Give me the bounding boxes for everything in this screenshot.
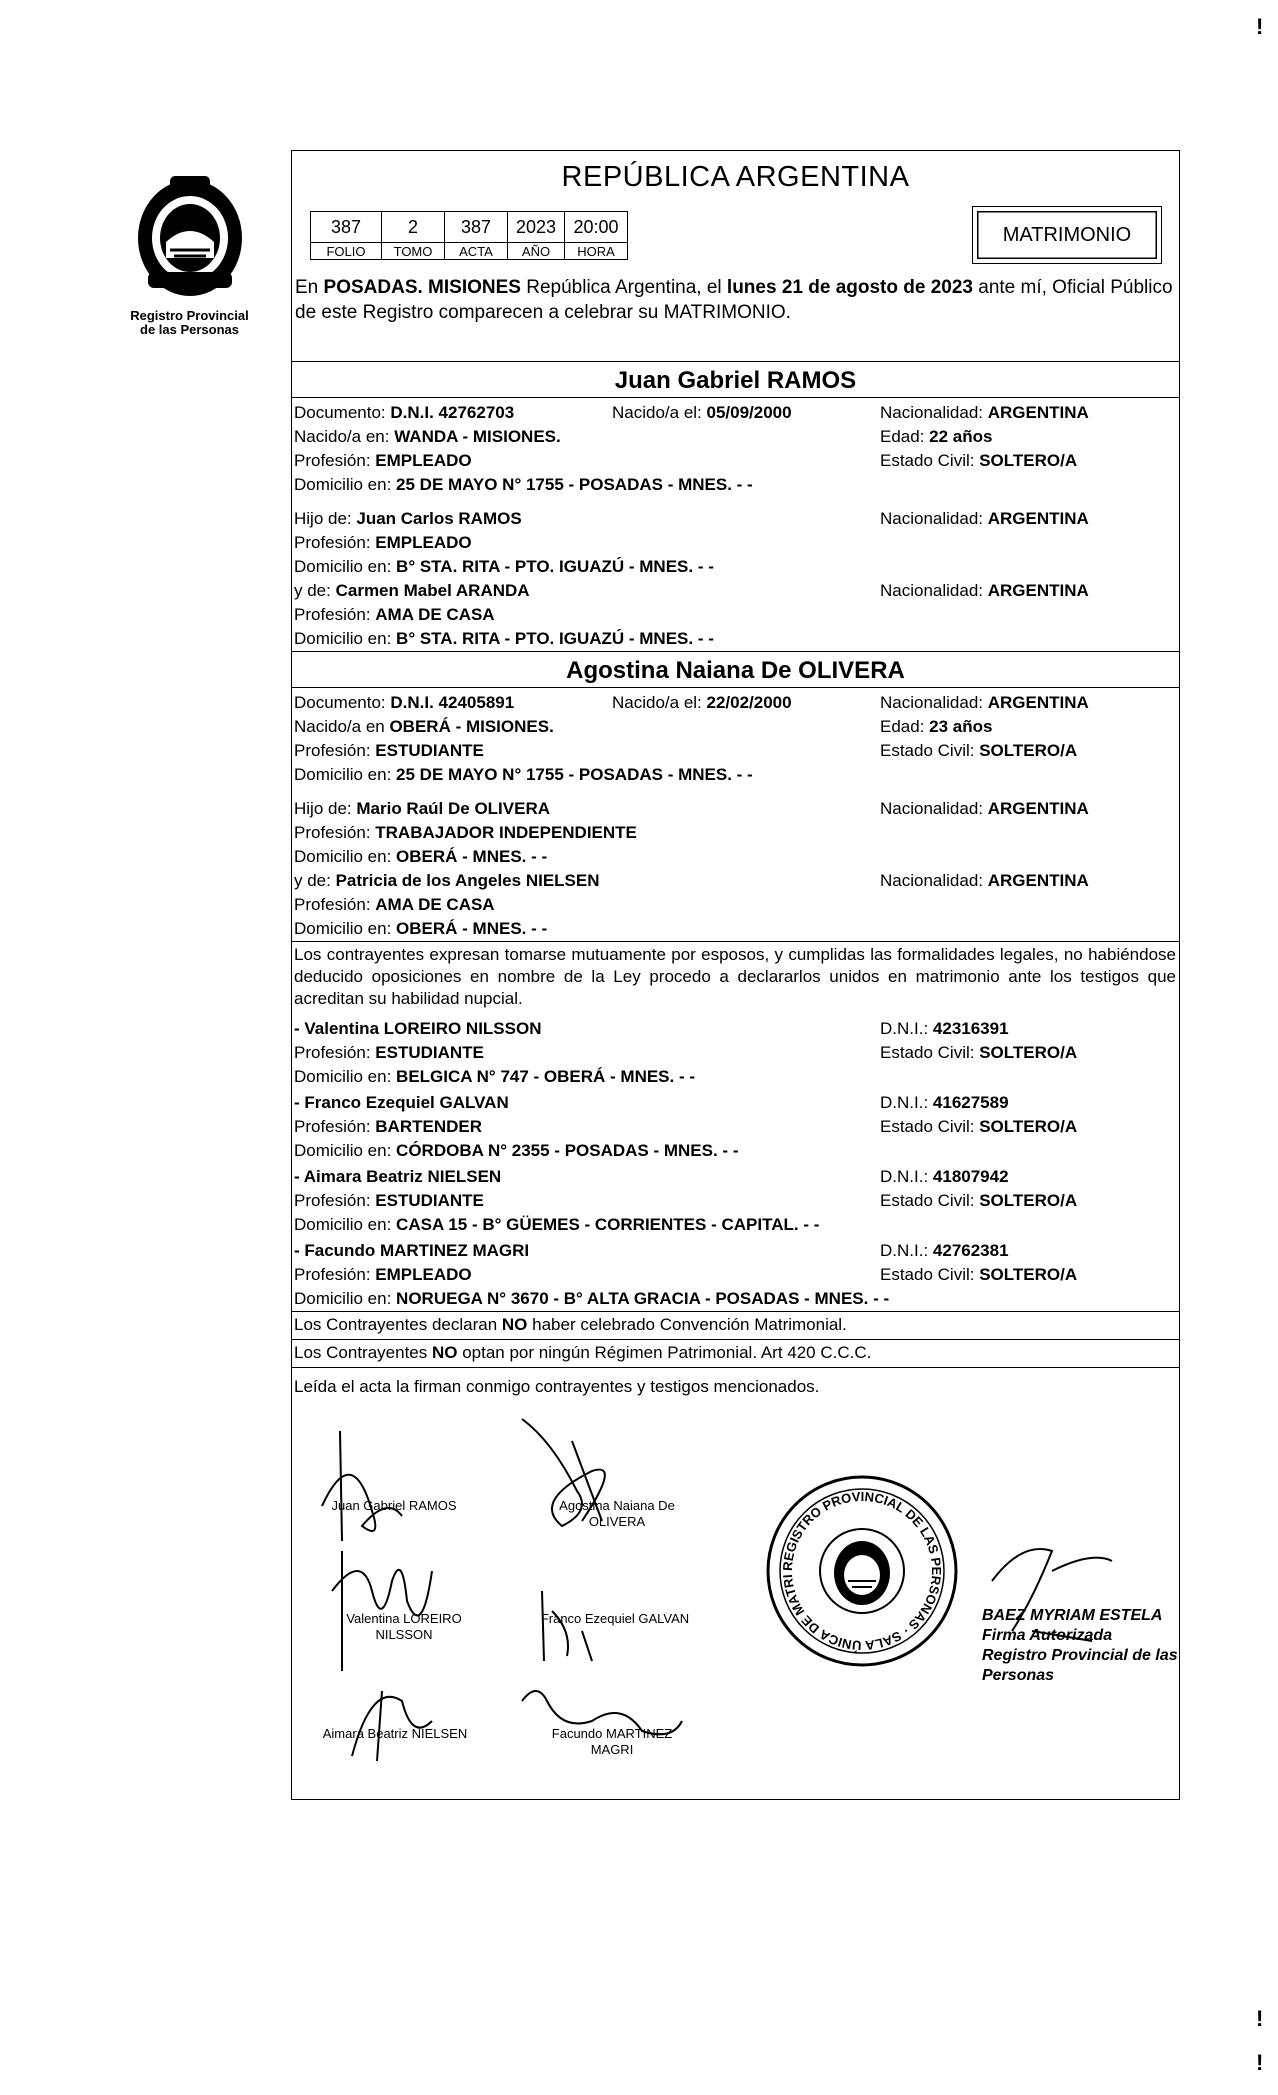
acta-label: ACTA	[445, 243, 508, 260]
officer-stamp	[982, 1606, 1179, 1686]
witness-4-address: Domicilio en: NORUEGA N° 3670 - B° ALTA GRACIA - POSADAS - MNES. - -	[294, 1289, 890, 1308]
seal-icon	[762, 1471, 962, 1671]
witness-4-dni: D.N.I.: 42762381	[880, 1241, 1009, 1260]
bride-signature-label: Agostina Naiana De OLIVERA	[559, 1498, 675, 1529]
witness-2-profession: Profesión: BARTENDER	[294, 1117, 482, 1136]
record-type-box: MATRIMONIO	[972, 206, 1162, 264]
witness-2-civil-status: Estado Civil: SOLTERO/A	[880, 1117, 1078, 1136]
intro-text-1: En	[295, 277, 324, 298]
page-title: REPÚBLICA ARGENTINA	[561, 161, 910, 193]
witness-2-dni: D.N.I.: 41627589	[880, 1093, 1009, 1112]
bride-address: Domicilio en: 25 DE MAYO N° 1755 - POSADAS - MNES. - -	[294, 765, 753, 784]
divider	[292, 1367, 1179, 1368]
divider	[292, 397, 1179, 398]
seal-text: REGISTRO PROVINCIAL DE LAS PERSONAS · SALA ÚNICA DE MATRI	[779, 1488, 945, 1654]
margin-mark: !	[1256, 14, 1264, 39]
groom-father-address: Domicilio en: B° STA. RITA - PTO. IGUAZÚ - MNES. - -	[294, 557, 714, 576]
groom-father: Hijo de: Juan Carlos RAMOS	[294, 509, 522, 528]
folio-label: FOLIO	[311, 243, 382, 260]
divider	[292, 1311, 1179, 1312]
year-label: AÑO	[508, 243, 565, 260]
bride-age: Edad: 23 años	[880, 717, 993, 736]
bride-birthplace: Nacido/a en OBERÁ - MISIONES.	[294, 717, 554, 736]
bride-father-address: Domicilio en: OBERÁ - MNES. - -	[294, 847, 548, 866]
witness-1-dni: D.N.I.: 42316391	[880, 1019, 1009, 1038]
officer-name: BAEZ MYRIAM ESTELA	[982, 1607, 1163, 1624]
witness4-signature-label: Facundo MARTINEZ MAGRI	[551, 1726, 673, 1757]
regime-statement: Los Contrayentes NO optan por ningún Régimen Patrimonial. Art 420 C.C.C.	[294, 1343, 872, 1362]
witness-1-address: Domicilio en: BELGICA N° 747 - OBERÁ - MNES. - -	[294, 1067, 696, 1086]
divider	[292, 651, 1179, 652]
logo-caption-line2: de las Personas	[140, 322, 239, 337]
bride-mother-address: Domicilio en: OBERÁ - MNES. - -	[294, 919, 548, 938]
witness-2-address: Domicilio en: CÓRDOBA N° 2355 - POSADAS - MNES. - -	[294, 1141, 739, 1160]
groom-mother-nationality: Nacionalidad: ARGENTINA	[880, 581, 1089, 600]
bride-father-profession: Profesión: TRABAJADOR INDEPENDIENTE	[294, 823, 637, 842]
divider	[292, 941, 1179, 942]
witness-4-profession: Profesión: EMPLEADO	[294, 1265, 472, 1284]
closing-statement: Leída el acta la firman conmigo contrayentes y testigos mencionados.	[294, 1377, 820, 1396]
groom-father-profession: Profesión: EMPLEADO	[294, 533, 472, 552]
groom-nationality: Nacionalidad: ARGENTINA	[880, 403, 1089, 422]
groom-mother: y de: Carmen Mabel ARANDA	[294, 581, 530, 600]
logo-caption	[112, 309, 267, 337]
convention-statement: Los Contrayentes declaran NO haber celebrado Convención Matrimonial.	[294, 1315, 847, 1334]
year-value: 2023	[508, 212, 565, 243]
hour-value: 20:00	[565, 212, 628, 243]
witness-1-name: - Valentina LOREIRO NILSSON	[294, 1019, 542, 1038]
marriage-record	[291, 150, 1180, 1800]
groom-father-nationality: Nacionalidad: ARGENTINA	[880, 509, 1089, 528]
intro-date: lunes 21 de agosto de 2023	[726, 277, 973, 298]
bride-birthdate: Nacido/a el: 22/02/2000	[612, 693, 792, 712]
bride-mother-nationality: Nacionalidad: ARGENTINA	[880, 871, 1089, 890]
bride-father: Hijo de: Mario Raúl De OLIVERA	[294, 799, 551, 818]
groom-document: Documento: D.N.I. 42762703	[294, 403, 515, 422]
witness-4-name: - Facundo MARTINEZ MAGRI	[294, 1241, 530, 1260]
groom-mother-profession: Profesión: AMA DE CASA	[294, 605, 495, 624]
groom-civil-status: Estado Civil: SOLTERO/A	[880, 451, 1078, 470]
groom-address: Domicilio en: 25 DE MAYO N° 1755 - POSADAS - MNES. - -	[294, 475, 753, 494]
bride-civil-status: Estado Civil: SOLTERO/A	[880, 741, 1078, 760]
intro-city: POSADAS. MISIONES	[323, 277, 521, 298]
folio-value: 387	[311, 212, 382, 243]
groom-signature-label: Juan Gabriel RAMOS	[331, 1498, 457, 1513]
acta-value: 387	[445, 212, 508, 243]
logo-caption-line1: Registro Provincial	[130, 308, 249, 323]
hour-label: HORA	[565, 243, 628, 260]
witness-3-name: - Aimara Beatriz NIELSEN	[294, 1167, 502, 1186]
margin-mark: !	[1256, 2050, 1264, 2075]
groom-birthdate: Nacido/a el: 05/09/2000	[612, 403, 792, 422]
divider	[292, 361, 1179, 362]
divider	[292, 1339, 1179, 1340]
witness-1-civil-status: Estado Civil: SOLTERO/A	[880, 1043, 1078, 1062]
witness-2-name: - Franco Ezequiel GALVAN	[294, 1093, 509, 1112]
witness-3-profession: Profesión: ESTUDIANTE	[294, 1191, 484, 1210]
declaration-paragraph: Los contrayentes expresan tomarse mutuamente por esposos, y cumplidas las formalidades legales, no habiéndose deducido oposiciones en nombre de la Ley procedo a declararlos unidos en matrimonio ante los testigos que acreditan su habilidad nupcial.	[294, 945, 1176, 1008]
official-seal	[762, 1471, 962, 1671]
bride-profession: Profesión: ESTUDIANTE	[294, 741, 484, 760]
bride-name: Agostina Naiana De OLIVERA	[566, 657, 905, 684]
witness2-signature-label: Franco Ezequiel GALVAN	[540, 1611, 690, 1626]
groom-birthplace: Nacido/a en: WANDA - MISIONES.	[294, 427, 561, 446]
witness1-signature-label: Valentina LOREIRO NILSSON	[346, 1611, 462, 1642]
witness-3-address: Domicilio en: CASA 15 - B° GÜEMES - CORRIENTES - CAPITAL. - -	[294, 1215, 820, 1234]
record-meta-table	[310, 211, 628, 260]
bride-nationality: Nacionalidad: ARGENTINA	[880, 693, 1089, 712]
bride-father-nationality: Nacionalidad: ARGENTINA	[880, 799, 1089, 818]
witness-4-civil-status: Estado Civil: SOLTERO/A	[880, 1265, 1078, 1284]
margin-mark: !	[1256, 2006, 1264, 2031]
witness-3-dni: D.N.I.: 41807942	[880, 1167, 1009, 1186]
witness-1-profession: Profesión: ESTUDIANTE	[294, 1043, 484, 1062]
tomo-label: TOMO	[382, 243, 445, 260]
witness3-signature-label: Aimara Beatriz NIELSEN	[322, 1726, 468, 1741]
bride-document: Documento: D.N.I. 42405891	[294, 693, 515, 712]
groom-name: Juan Gabriel RAMOS	[614, 367, 857, 394]
bride-mother: y de: Patricia de los Angeles NIELSEN	[294, 871, 600, 890]
officer-role: Firma Autorizada	[982, 1627, 1113, 1644]
groom-age: Edad: 22 años	[880, 427, 993, 446]
groom-profession: Profesión: EMPLEADO	[294, 451, 472, 470]
intro-text-2: República Argentina, el	[520, 277, 727, 298]
bride-mother-profession: Profesión: AMA DE CASA	[294, 895, 495, 914]
groom-signature	[322, 1431, 402, 1541]
intro-text-3: ante mí, Oficial Público de este Registro comparecen a celebrar su MATRIMONIO.	[295, 277, 1173, 323]
tomo-value: 2	[382, 212, 445, 243]
provincial-crest-icon	[130, 172, 250, 300]
registry-logo	[112, 172, 267, 337]
officer-registry: Registro Provincial de las Personas	[982, 1647, 1178, 1684]
intro-paragraph	[295, 275, 1175, 325]
groom-mother-address: Domicilio en: B° STA. RITA - PTO. IGUAZÚ - MNES. - -	[294, 629, 714, 648]
divider	[292, 687, 1179, 688]
witness-3-civil-status: Estado Civil: SOLTERO/A	[880, 1191, 1078, 1210]
